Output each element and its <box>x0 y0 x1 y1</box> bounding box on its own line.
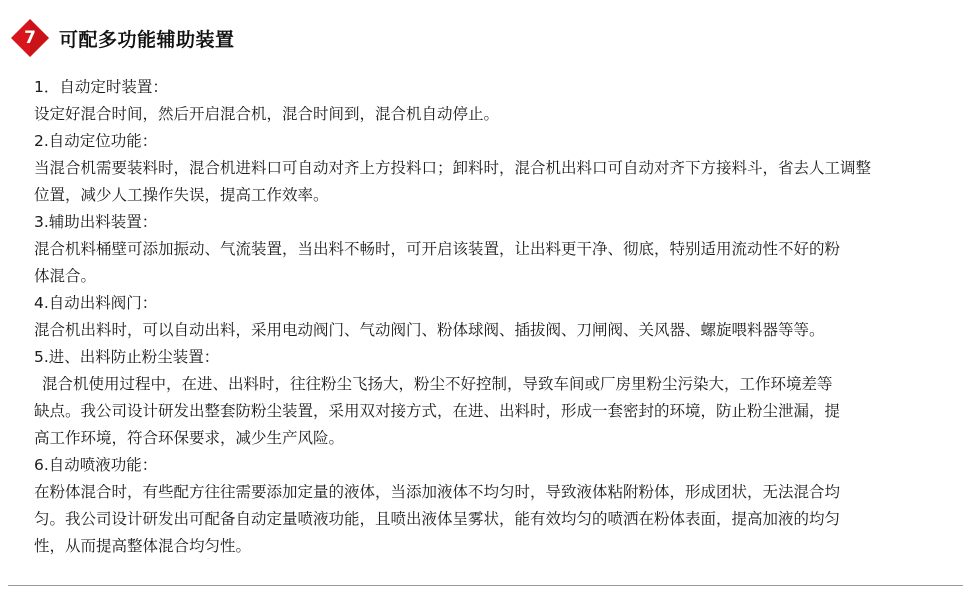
section-text-spray-2: 匀。我公司设计研发出可配备自动定量喷液功能，且喷出液体呈雾状，能有效均匀的喷洒在粉体表面，提高加液的均匀 <box>34 510 841 528</box>
section-heading-discharge-aid: 3.辅助出料装置： <box>34 213 158 231</box>
section-text-spray-1: 在粉体混合时，有些配方往往需要添加定量的液体，当添加液体不均匀时，导致液体粘附粉体，形成团状，无法混合均 <box>34 483 841 501</box>
section-text-discharge-valve-1: 混合机出料时，可以自动出料，采用电动阀门、气动阀门、粉体球阀、插拔阀、刀闸阀、关风器、螺旋喂料器等等。 <box>34 321 825 339</box>
section-heading-spray: 6.自动喷液功能： <box>34 456 158 474</box>
section-text-dust-control-1: 混合机使用过程中，在进、出料时，往往粉尘飞扬大，粉尘不好控制，导致车间或厂房里粉尘污染大，工作环境差等 <box>42 375 833 393</box>
bottom-divider <box>8 585 963 586</box>
section-text-positioning-1: 当混合机需要装料时，混合机进料口可自动对齐上方投料口；卸料时，混合机出料口可自动对齐下方接料斗，省去人工调整 <box>34 159 872 177</box>
section-text-dust-control-3: 高工作环境，符合环保要求，减少生产风险。 <box>34 429 345 447</box>
section-heading-positioning: 2.自动定位功能： <box>34 132 158 150</box>
section-header <box>10 18 235 58</box>
section-text-discharge-aid-1: 混合机料桶壁可添加振动、气流装置，当出料不畅时，可开启该装置，让出料更干净、彻底，特别适用流动性不好的粉 <box>34 240 841 258</box>
section-text-dust-control-2: 缺点。我公司设计研发出整套防粉尘装置，采用双对接方式，在进、出料时，形成一套密封的环境，防止粉尘泄漏，提 <box>34 402 841 420</box>
section-text-spray-3: 性，从而提高整体混合均匀性。 <box>34 537 252 555</box>
section-heading-discharge-valve: 4.自动出料阀门： <box>34 294 158 312</box>
page-title: 可配多功能辅助装置 <box>59 28 235 51</box>
section-text-timer-1: 设定好混合时间，然后开启混合机，混合时间到，混合机自动停止。 <box>34 105 500 123</box>
feature-list <box>34 74 968 560</box>
section-heading-timer: 1．自动定时装置： <box>34 78 168 96</box>
number-badge <box>10 18 50 58</box>
section-heading-dust-control: 5.进、出料防止粉尘装置： <box>34 348 220 366</box>
section-text-discharge-aid-2: 体混合。 <box>34 267 97 285</box>
badge-number: 7 <box>24 28 36 48</box>
section-text-positioning-2: 位置，减少人工操作失误，提高工作效率。 <box>34 186 329 204</box>
